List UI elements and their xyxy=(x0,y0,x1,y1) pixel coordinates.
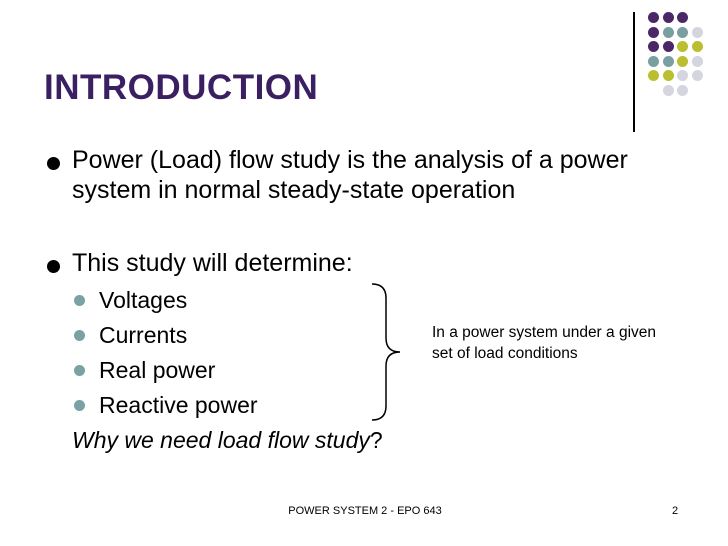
question-italic: Why we need load flow study xyxy=(72,427,370,453)
bullet-dot-icon xyxy=(47,157,60,170)
decorative-dot xyxy=(663,12,674,23)
sub-bullet-text: Voltages xyxy=(99,287,188,313)
decorative-dot xyxy=(677,85,688,96)
decorative-vertical-line xyxy=(633,12,635,132)
bullet-text: Power (Load) flow study is the analysis of a power system in normal steady-state operation xyxy=(72,146,628,204)
decorative-dot xyxy=(692,27,703,38)
sub-bullet-text: Reactive power xyxy=(99,392,258,418)
decorative-dot xyxy=(677,70,688,81)
decorative-dot xyxy=(648,41,659,52)
annotation-note: In a power system under a given set of load conditions xyxy=(432,324,657,362)
sub-bullet-text: Real power xyxy=(99,357,216,383)
decorative-dot xyxy=(663,70,674,81)
decorative-dot xyxy=(648,70,659,81)
decorative-dot xyxy=(648,12,659,23)
sub-bullet-text: Currents xyxy=(99,322,188,348)
question-suffix: ? xyxy=(369,427,383,453)
decorative-dot xyxy=(663,27,674,38)
decorative-dot xyxy=(663,41,674,52)
decorative-dot xyxy=(648,56,659,67)
decorative-dot-grid xyxy=(0,0,728,130)
decorative-dot xyxy=(692,70,703,81)
sub-bullet-dot-icon xyxy=(74,400,85,411)
page-number: 2 xyxy=(672,505,679,517)
decorative-dot xyxy=(677,41,688,52)
sub-bullet-dot-icon xyxy=(74,365,85,376)
bullet-text: This study will determine: xyxy=(72,249,353,277)
sub-bullet-dot-icon xyxy=(74,330,85,341)
slide-footer: POWER SYSTEM 2 - EPO 643 xyxy=(288,505,442,517)
right-brace-icon xyxy=(368,282,408,422)
bullet-dot-icon xyxy=(47,260,60,273)
decorative-dot xyxy=(677,12,688,23)
decorative-dot xyxy=(692,56,703,67)
sub-bullet-dot-icon xyxy=(74,295,85,306)
decorative-dot xyxy=(648,27,659,38)
decorative-dot xyxy=(663,56,674,67)
question-line xyxy=(72,425,383,455)
decorative-dot xyxy=(692,41,703,52)
slide-title: INTRODUCTION xyxy=(44,68,319,107)
decorative-dot xyxy=(663,85,674,96)
decorative-dot xyxy=(677,56,688,67)
decorative-dot xyxy=(677,27,688,38)
